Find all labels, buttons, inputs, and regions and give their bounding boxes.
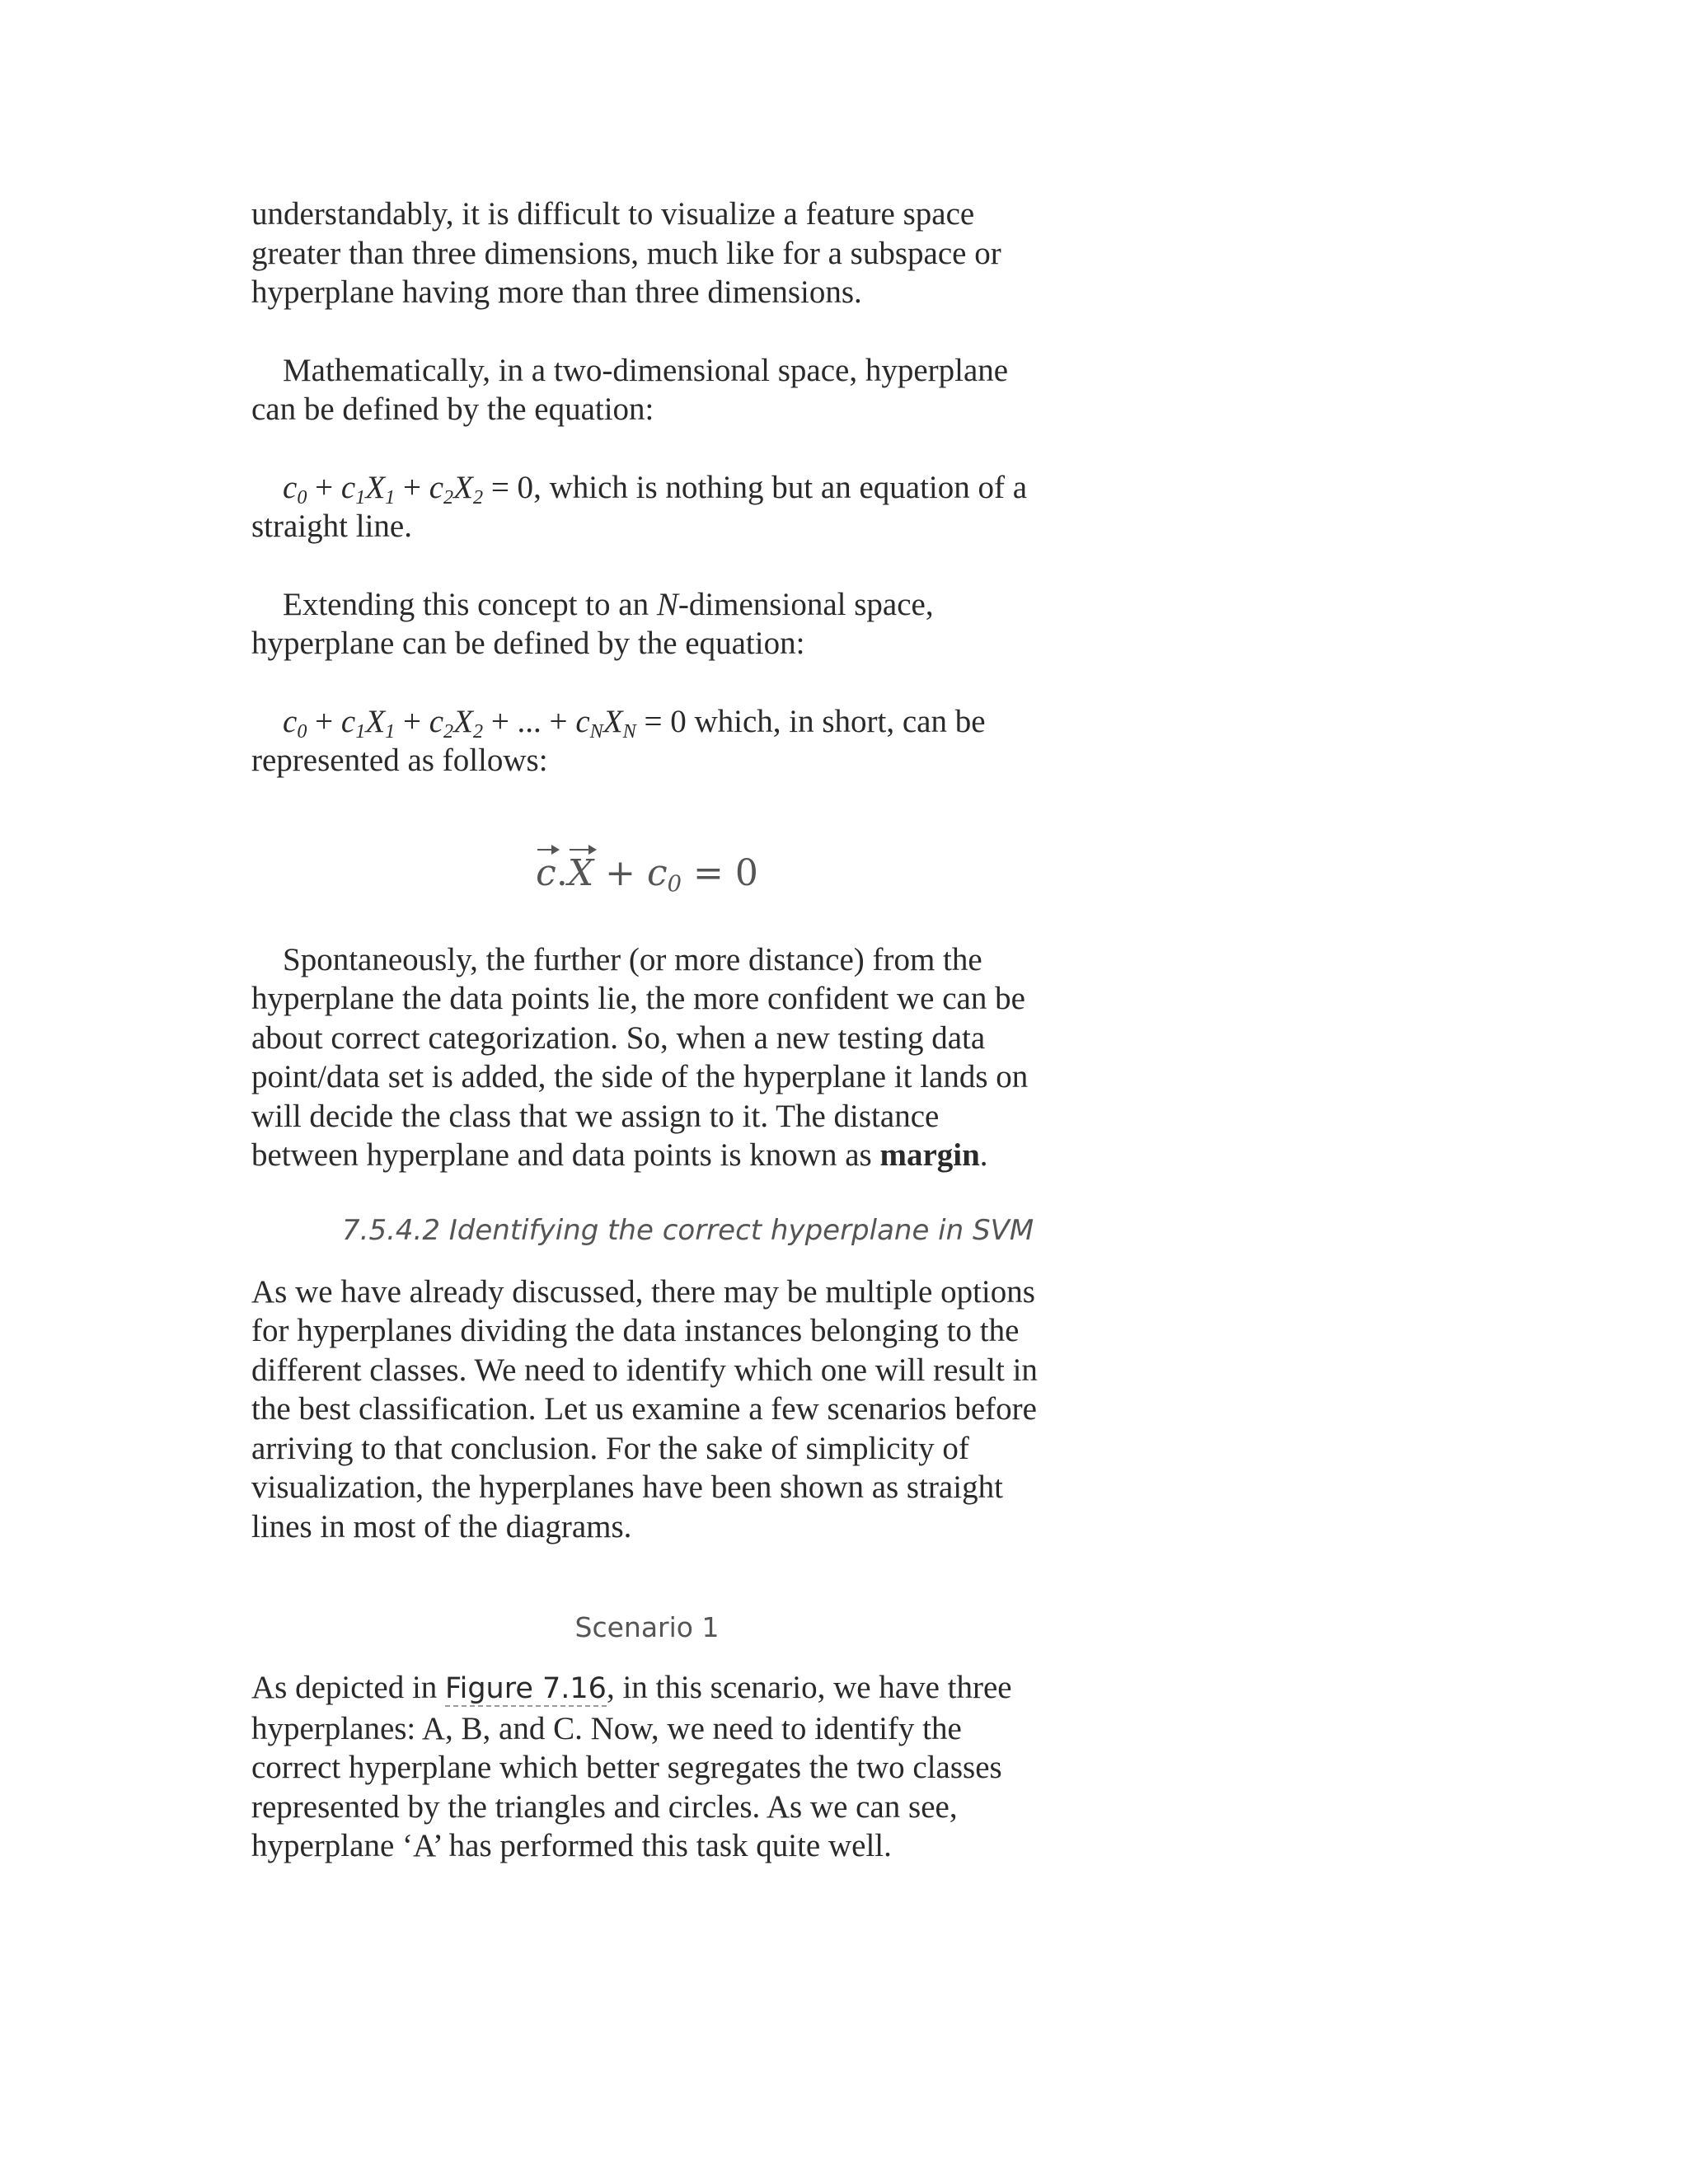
paragraph-margin: Spontaneously, the further (or more distance) from the hyperplane the data points lie, the more confident we can be about correct categorization. So, when a new testing data point/data set is added, the side of the hyperplane it lands on will decide the class that we assign to it. The distance between hyperplane and data points is known as margin. <box>251 941 1029 1173</box>
paragraph-two-dimensional: Mathematically, in a two-dimensional space, hyperplane can be defined by the equation: <box>251 352 1009 427</box>
paragraph-scenario-one: As depicted in Figure 7.16, in this scenario, we have three hyperplanes: A, B, and C. Now, we need to identify the correct hyperplane which better segregates the two classes represented by the triangles and circles. As we can see, hyperplane ‘A’ has performed this task quite well. <box>251 1670 1012 1863</box>
scenario-heading: Scenario 1 <box>574 1611 720 1643</box>
equation-two-dimensional-text: , which is nothing but an equation of a straight line. <box>251 469 1028 544</box>
equation-n-dimensional: $c_0 + c_1X_1 + c_2X_2$ + ... + $c_NX_N = 0$ which, in short, can be represented as follows: <box>251 703 986 778</box>
paragraph-hyperplane-options: As we have already discussed, there may be multiple options for hyperplanes dividing the data instances belonging to the different classes. We need to identify which one will result in the best classification. Let us examine a few scenarios before arriving to that conclusion. For the sake of simplicity of visualization, the hyperplanes have been shown as straight lines in most of the diagrams. <box>251 1273 1038 1544</box>
coef-c0: $c_0$ <box>283 469 307 509</box>
var-x1: $X_1$ <box>365 469 396 509</box>
term-margin: margin <box>879 1137 980 1173</box>
section-heading: 7.5.4.2 Identifying the correct hyperplane in SVM <box>342 1213 1034 1247</box>
constant-c0: $c_0$ <box>646 851 682 898</box>
vector-x: X <box>567 851 594 894</box>
figure-7-16-link[interactable]: Figure 7.16 <box>445 1672 607 1705</box>
paragraph-n-dimensional: Extending this concept to an N-dimensional space, hyperplane can be defined by the equation: <box>251 586 934 661</box>
coef-c1: $c_1$ <box>340 469 366 509</box>
equation-two-dimensional: $c_0 + c_1X_1 + c_2X_2 = 0$, which is nothing but an equation of a straight line. <box>251 469 1028 544</box>
coef-c2: $c_2$ <box>429 469 454 509</box>
display-equation-vector-form: c . X + $c_0$ = 0 <box>536 851 758 898</box>
vector-c: c <box>536 851 556 894</box>
document-page <box>251 194 1043 1866</box>
var-x2: $X_2$ <box>453 469 484 509</box>
paragraph-feature-space: understandably, it is difficult to visualize a feature space greater than three dimensions, much like for a subspace or hyperplane having more than three dimensions. <box>251 196 1001 310</box>
